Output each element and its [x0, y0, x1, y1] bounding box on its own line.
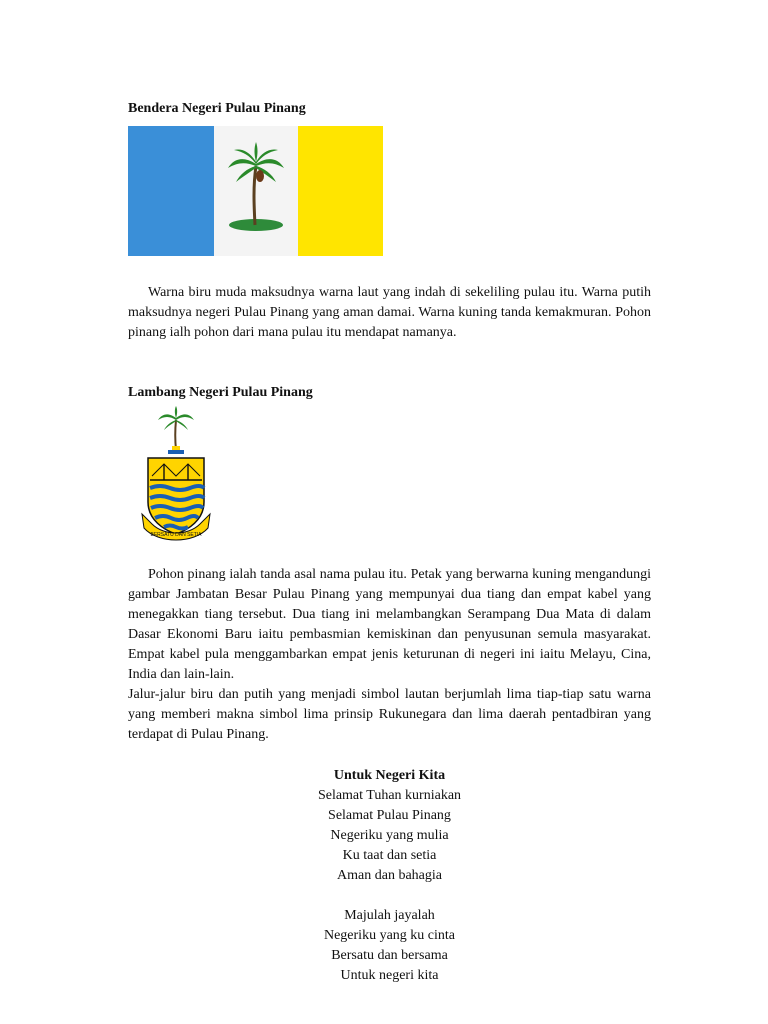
- penang-coat-of-arms: [138, 406, 214, 558]
- penang-flag: [128, 126, 383, 256]
- emblem-motto: BERSATU DAN SETIA: [150, 532, 202, 538]
- anthem-line: Negeriku yang ku cinta: [323, 928, 455, 943]
- anthem-line: Majulah jayalah: [344, 908, 435, 923]
- coat-of-arms-icon: [138, 406, 214, 558]
- anthem-line: Selamat Pulau Pinang: [328, 808, 451, 823]
- anthem-line: Bersatu dan bersama: [331, 948, 448, 963]
- anthem-line: Untuk negeri kita: [340, 968, 439, 983]
- emblem-heading: Lambang Negeri Pulau Pinang: [128, 385, 313, 400]
- flag-heading: Bendera Negeri Pulau Pinang: [128, 101, 306, 116]
- emblem-description-1: Pohon pinang ialah tanda asal nama pulau itu. Petak yang berwarna kuning mengandungi gambar Jambatan Besar Pulau Pinang yang mempunyai dua tiang dan empat kabel yang menegakkan tiang tersebut. Dua tiang ini melambangkan Serampang Dua Mata di dalam Dasar Ekonomi Baru iaitu pembasmian kemiskinan dan penyusunan semula masyarakat. Empat kabel pula menggambarkan empat jenis keturunan di negeri ini iaitu Melayu, Cina, India dan lain-lain.: [128, 567, 651, 682]
- emblem-description-2: Jalur-jalur biru dan putih yang menjadi simbol lautan berjumlah lima tiap-tiap satu warna yang memberi makna simbol lima prinsip Rukunegara dan lima daerah pentadbiran yang terdapat di Pulau Pinang.: [128, 687, 651, 742]
- anthem-title: Untuk Negeri Kita: [333, 768, 446, 783]
- flag-description: Warna biru muda maksudnya warna laut yang indah di sekeliling pulau itu. Warna putih maksudnya negeri Pulau Pinang yang aman damai. Warna kuning tanda kemakmuran. Pohon pinang ialh pohon dari mana pulau itu mendapat namanya.: [128, 285, 651, 340]
- stanza-gap: [128, 886, 651, 906]
- areca-palm-icon: [214, 126, 298, 256]
- anthem-line: Selamat Tuhan kurniakan: [317, 788, 462, 803]
- flag-yellow-stripe: [298, 126, 383, 256]
- flag-blue-stripe: [128, 126, 214, 256]
- anthem-line: Aman dan bahagia: [337, 868, 442, 883]
- flag-white-stripe: [214, 126, 298, 256]
- anthem: [128, 766, 651, 986]
- anthem-line: Ku taat dan setia: [342, 848, 437, 863]
- anthem-line: Negeriku yang mulia: [330, 828, 449, 843]
